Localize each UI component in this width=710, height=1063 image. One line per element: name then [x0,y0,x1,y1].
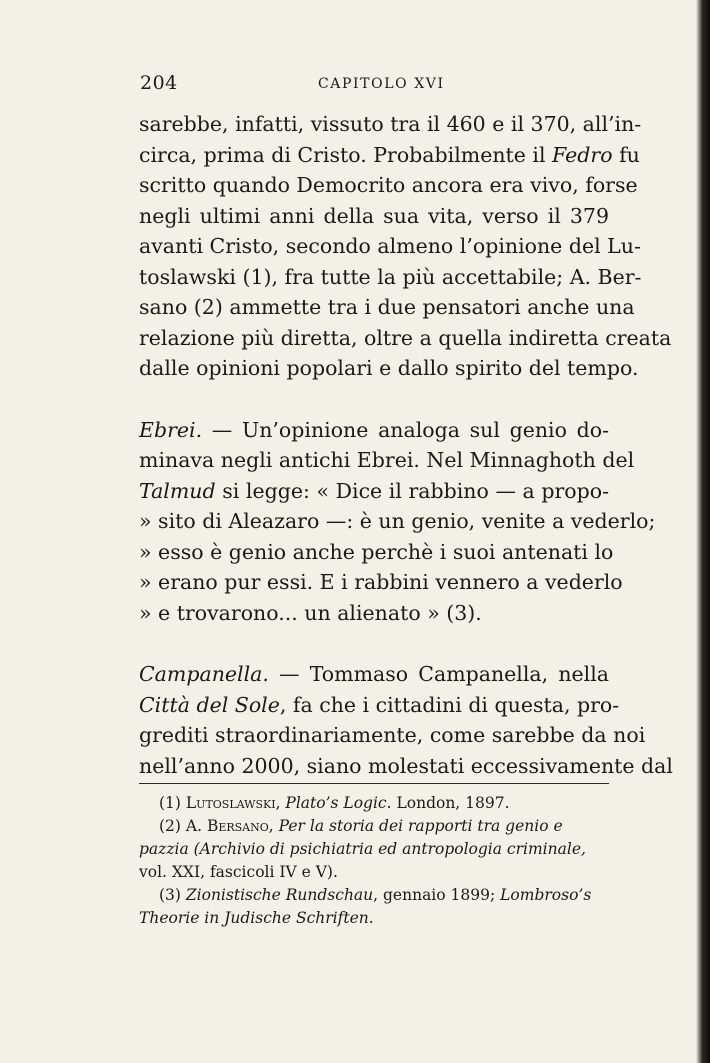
text-line: dalle opinioni popolari e dallo spirito del tempo. [139,356,639,380]
text-fragment: circa, prima di Cristo. Probabilmente il [139,142,553,167]
page-number: 204 [140,72,178,94]
text-line: » e trovarono... un alienato » (3). [139,600,482,625]
text-line: scritto quando Democrito ancora era vivo, forse [139,173,638,197]
section-heading-campanella: Campanella. [139,662,269,686]
footnote-rule [139,783,609,784]
text-line: » erano pur essi. E i rabbini vennero a vederlo [139,570,623,594]
text-line: grediti straordinariamente, come sarebbe da noi [139,723,646,747]
footnote-3 [139,884,611,907]
section-heading-ebrei: Ebrei. [139,417,203,442]
footnote-3-line-2: Theorie in Judische Schriften. [139,909,374,927]
footnote-2-line-2: pazzia (Archivio di psichiatria ed antropologia criminale, [139,840,586,858]
page-binding-edge [696,0,710,1063]
body-text [139,109,673,781]
text-line: avanti Cristo, secondo almeno l’opinione del Lu- [139,234,641,258]
chapter-title: CAPITOLO XVI [318,76,445,92]
fedro-title: Fedro [552,142,613,167]
text-line: » esso è genio anche perchè i suoi antenati lo [139,539,614,564]
footnote-title: Lombroso’s [500,886,592,904]
footnote-number: (2) A. [159,817,207,835]
text-line [139,415,609,446]
footnote-number: (3) [159,886,186,904]
paragraph-gap [139,628,609,659]
footnote-1 [139,792,611,815]
footnote-author: Lutoslawski [185,794,276,812]
text-fragment: fu [612,142,640,167]
text-line: » sito di Aleazaro —: è un genio, venite a vederlo; [139,509,656,533]
text-fragment: — Tommaso Campanella, nella [268,662,609,686]
footnote-author: Bersano [206,817,269,835]
text-line: sano (2) ammette tra i due pensatori anche una [139,295,635,319]
text-fragment: , gennaio 1899; [373,886,501,904]
text-fragment: . London, 1897. [386,794,510,812]
running-head [140,72,610,98]
text-fragment: , [275,794,286,812]
talmud-title: Talmud [139,478,216,503]
footnote-title: Per la storia dei rapporti tra genio e [278,817,563,835]
text-line: toslawski (1), fra tutte la più accettabile; A. Ber- [139,264,642,289]
text-line [139,690,620,721]
text-line [139,659,609,690]
footnotes [139,792,611,930]
text-fragment: , fa che i cittadini di questa, pro- [279,692,620,717]
citta-del-sole-title: Città del Sole [139,692,280,717]
text-line: nell’anno 2000, siano molestati eccessivamente dal [139,753,673,778]
text-line: minava negli antichi Ebrei. Nel Minnaghoth del [139,448,635,472]
footnote-2 [139,815,611,838]
paragraph-gap [139,384,609,415]
text-line: relazione più diretta, oltre a quella indiretta creata [139,325,672,350]
text-line: sarebbe, infatti, vissuto tra il 460 e il 370, all’in- [139,112,642,136]
text-line [139,140,640,171]
footnote-title: Zionistische Rundschau [185,886,374,904]
text-fragment: si legge: « Dice il rabbino — a propo- [215,478,609,503]
footnote-2-line-3: vol. XXI, fascicoli IV e V). [139,863,338,881]
text-fragment: — Un’opinione analoga sul genio do- [202,417,609,442]
text-line: negli ultimi anni della sua vita, verso il 379 [139,203,609,228]
text-line [139,476,609,507]
footnote-title: Plato’s Logic [285,794,387,812]
text-fragment: , [268,817,279,835]
footnote-number: (1) [159,794,186,812]
